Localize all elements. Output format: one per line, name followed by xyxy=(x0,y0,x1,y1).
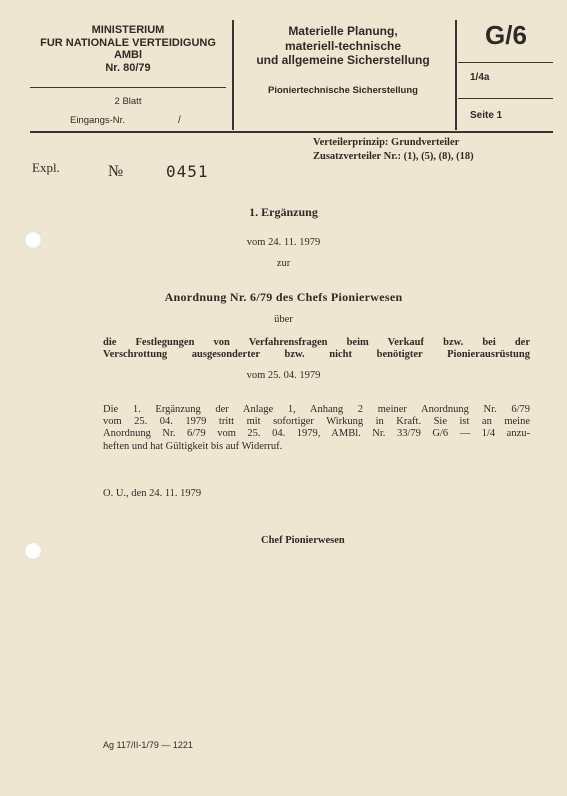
subject-line-1: die Festlegungen von Verfahrensfragen beim Verkauf bzw. bei der xyxy=(103,337,530,348)
number-sign: № xyxy=(108,163,124,180)
code-divider-2 xyxy=(458,98,553,99)
subject-line-2: Verschrottung ausgesonderter bzw. nicht benötigter Pionierausrüstung xyxy=(103,349,530,360)
header-bottom-rule xyxy=(30,131,553,133)
category-title-line-1: Materielle Planung, xyxy=(288,24,398,38)
document-title: 1. Ergänzung xyxy=(249,205,318,219)
uber-text: über xyxy=(274,314,293,325)
body-line-4: heften und hat Gültigkeit bis auf Widerruf. xyxy=(103,441,283,452)
distribution-info xyxy=(313,136,474,164)
document-date: vom 24. 11. 1979 xyxy=(246,237,321,248)
copy-number: 0451 xyxy=(166,162,209,181)
distribution-line-2: Zusatzverteiler Nr.: (1), (5), (8), (18) xyxy=(313,151,474,162)
category-subtitle: Pioniertechnische Sicherstellung xyxy=(268,85,418,96)
page-number: Seite 1 xyxy=(470,110,503,121)
punch-hole-top xyxy=(24,231,42,249)
category-title xyxy=(238,24,448,68)
body-line-1: Die 1. Ergänzung der Anlage 1, Anhang 2 meiner Anordnung Nr. 6/79 xyxy=(103,404,530,415)
punch-hole-bottom xyxy=(24,542,42,560)
category-title-line-3: und allgemeine Sicherstellung xyxy=(256,53,430,67)
eingang-slash: / xyxy=(178,115,181,126)
category-title-line-2: materiell-technische xyxy=(284,38,402,53)
ministry-number: Nr. 80/79 xyxy=(105,61,151,74)
body-line-3: Anordnung Nr. 6/79 vom 25. 04. 1979, AMBl. Nr. 33/79 G/6 — 1/4 anzu- xyxy=(103,428,530,439)
order-date: vom 25. 04. 1979 xyxy=(246,370,321,381)
blatt-count: 2 Blatt xyxy=(114,96,142,107)
order-title: Anordnung Nr. 6/79 des Chefs Pionierwesen xyxy=(164,290,403,304)
ministry-line-3: AMBl xyxy=(113,49,143,61)
print-code: Ag 117/II-1/79 — 1221 xyxy=(103,740,193,750)
ministry-line-2: FUR NATIONALE VERTEIDIGUNG xyxy=(40,36,216,49)
header-divider-2 xyxy=(455,20,457,130)
document-code: G/6 xyxy=(485,20,527,50)
zur-text: zur xyxy=(276,258,291,269)
header-left-divider xyxy=(30,87,226,88)
body-line-2: vom 25. 04. 1979 tritt mit sofortiger Wirkung in Kraft. Sie ist an meine xyxy=(103,416,530,427)
ministry-header xyxy=(30,24,226,74)
document-code-sub: 1/4a xyxy=(470,72,490,83)
expl-label: Expl. xyxy=(32,160,60,175)
distribution-line-1: Verteilerprinzip: Grundverteiler xyxy=(313,137,460,148)
place-date: O. U., den 24. 11. 1979 xyxy=(103,488,202,499)
code-divider xyxy=(458,62,553,63)
signature-line: Chef Pionierwesen xyxy=(261,535,345,546)
header-divider-1 xyxy=(232,20,234,130)
ministry-line-1: MINISTERIUM xyxy=(91,24,165,36)
eingang-label: Eingangs-Nr. xyxy=(70,115,125,126)
